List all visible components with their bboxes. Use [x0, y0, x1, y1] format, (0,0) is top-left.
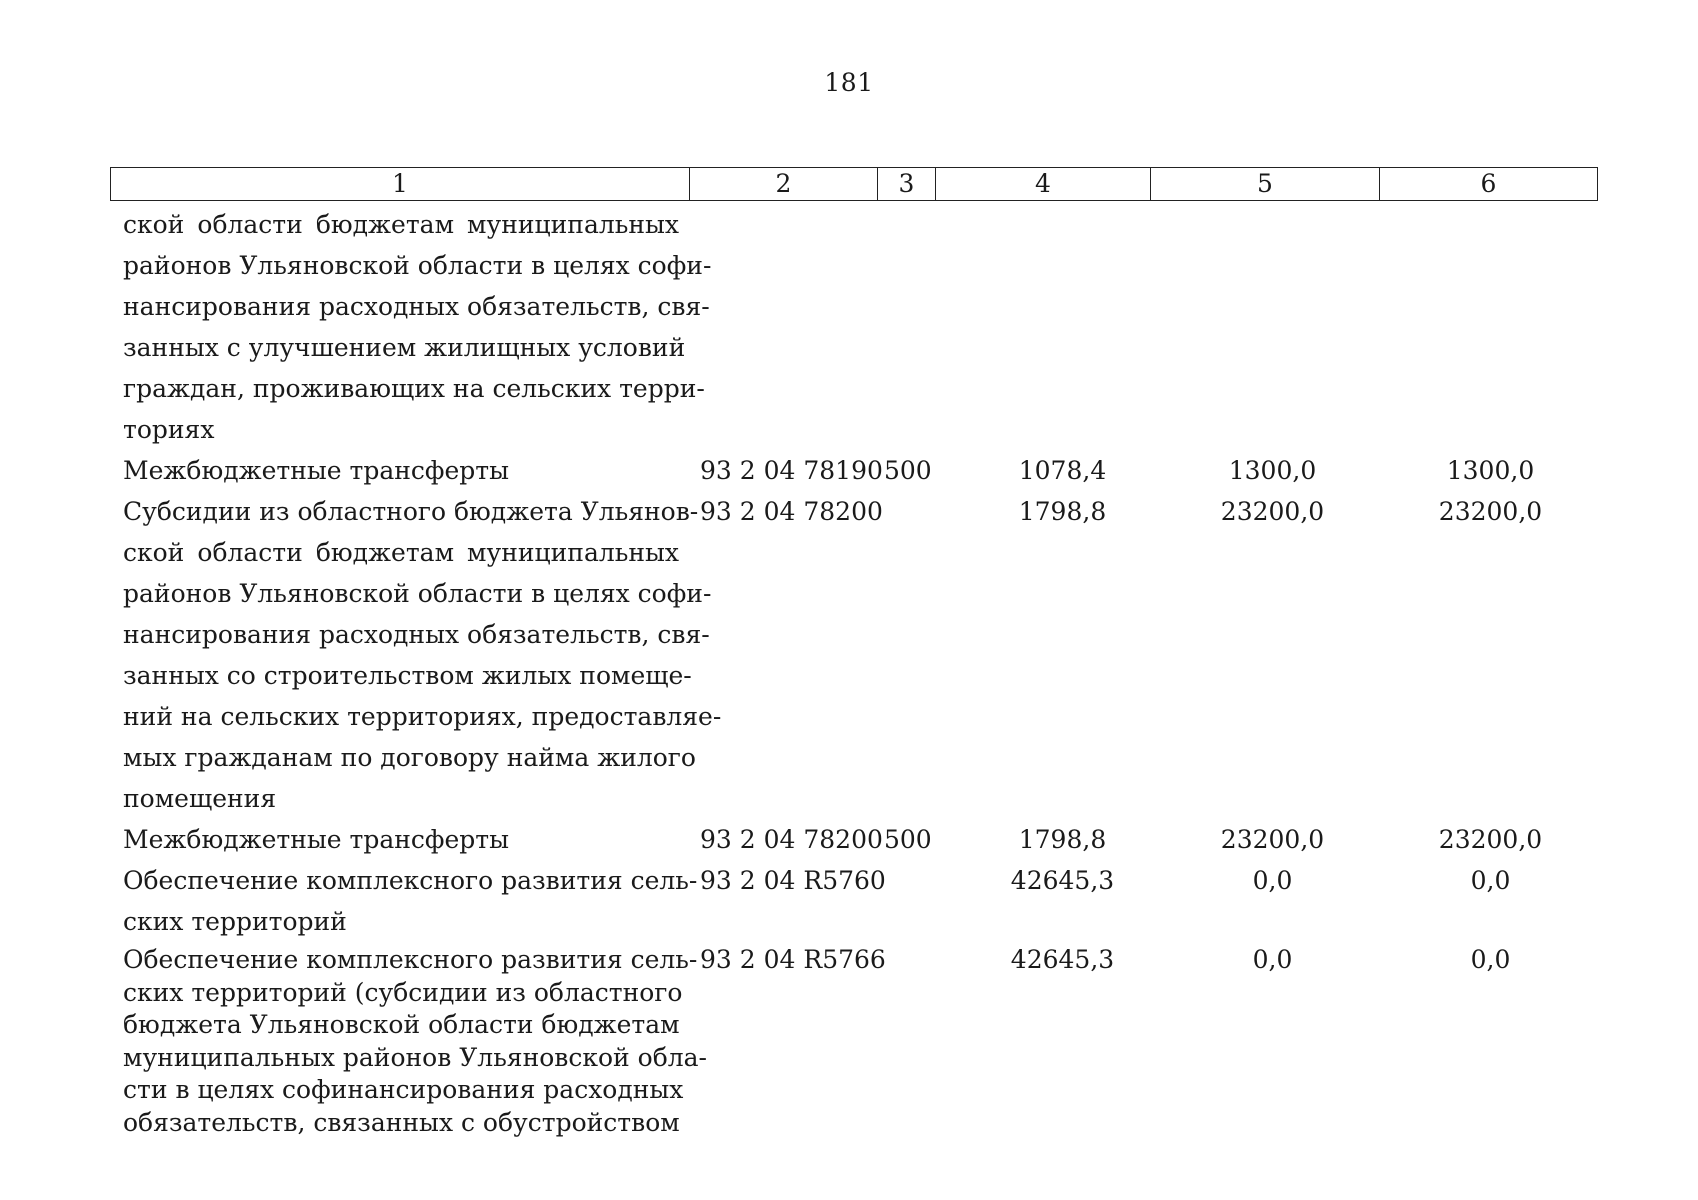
row-code: 93 2 04 78200	[700, 497, 883, 526]
description-line: ской области бюджетам муниципальных	[123, 538, 679, 567]
row-value-4: 1798,8	[1018, 825, 1107, 854]
page-number: 181	[824, 68, 874, 97]
description-line: муниципальных районов Ульяновской обла-	[123, 1042, 707, 1072]
row-value-6: 23200,0	[1438, 825, 1543, 854]
description-line: Межбюджетные трансферты	[123, 825, 510, 854]
row-value-4: 42645,3	[1010, 945, 1115, 974]
description-line: нансирования расходных обязательств, свя-	[123, 292, 710, 321]
row-value-6: 0,0	[1470, 945, 1511, 974]
row-description	[123, 944, 707, 1140]
description-line: занных со строительством жилых помеще-	[123, 661, 692, 690]
row-description	[123, 450, 679, 491]
row-value-5: 0,0	[1252, 866, 1293, 895]
row-type: 500	[884, 456, 932, 485]
description-line: Межбюджетные трансферты	[123, 456, 510, 485]
header-col-3: 3	[878, 168, 936, 200]
row-value-6: 1300,0	[1446, 456, 1535, 485]
header-col-4: 4	[936, 168, 1151, 200]
header-col-1: 1	[111, 168, 690, 200]
row-value-5: 23200,0	[1220, 825, 1325, 854]
description-line: ской области бюджетам муниципальных	[123, 210, 679, 239]
description-line: ториях	[123, 415, 215, 444]
row-description	[123, 491, 722, 819]
header-col-5: 5	[1151, 168, 1380, 200]
row-type: 500	[884, 825, 932, 854]
description-line: граждан, проживающих на сельских терри-	[123, 374, 705, 403]
description-line: районов Ульяновской области в целях софи-	[123, 579, 712, 608]
row-description	[123, 204, 712, 450]
row-value-5: 23200,0	[1220, 497, 1325, 526]
description-line: Субсидии из областного бюджета Ульянов-	[123, 497, 699, 526]
row-code: 93 2 04 78200	[700, 825, 883, 854]
header-col-6: 6	[1480, 169, 1497, 198]
table-header	[110, 167, 1598, 201]
row-value-5: 1300,0	[1228, 456, 1317, 485]
description-line: ских территорий (субсидии из областного	[123, 977, 683, 1007]
row-code: 93 2 04 R5766	[700, 945, 886, 974]
row-code: 93 2 04 R5760	[700, 866, 886, 895]
description-line: Обеспечение комплексного развития сель-	[123, 866, 698, 895]
description-line: Обеспечение комплексного развития сель-	[123, 945, 698, 974]
description-line: ний на сельских территориях, предоставляе-	[123, 702, 722, 731]
description-line: бюджета Ульяновской области бюджетам	[123, 1010, 680, 1040]
row-value-6: 23200,0	[1438, 497, 1543, 526]
row-code: 93 2 04 78190	[700, 456, 883, 485]
row-value-6: 0,0	[1470, 866, 1511, 895]
description-line: районов Ульяновской области в целях софи-	[123, 251, 712, 280]
row-value-4: 1798,8	[1018, 497, 1107, 526]
description-line: мых гражданам по договору найма жилого	[123, 743, 696, 772]
description-line: ских территорий	[123, 907, 347, 936]
description-line: помещения	[123, 784, 277, 813]
row-value-4: 1078,4	[1018, 456, 1107, 485]
row-description	[123, 860, 698, 942]
row-description	[123, 819, 679, 860]
row-value-4: 42645,3	[1010, 866, 1115, 895]
description-line: обязательств, связанных с обустройством	[123, 1107, 680, 1137]
description-line: нансирования расходных обязательств, свя-	[123, 620, 710, 649]
header-col-2: 2	[690, 168, 878, 200]
row-value-5: 0,0	[1252, 945, 1293, 974]
description-line: занных с улучшением жилищных условий	[123, 333, 686, 362]
description-line: сти в целях софинансирования расходных	[123, 1075, 684, 1105]
